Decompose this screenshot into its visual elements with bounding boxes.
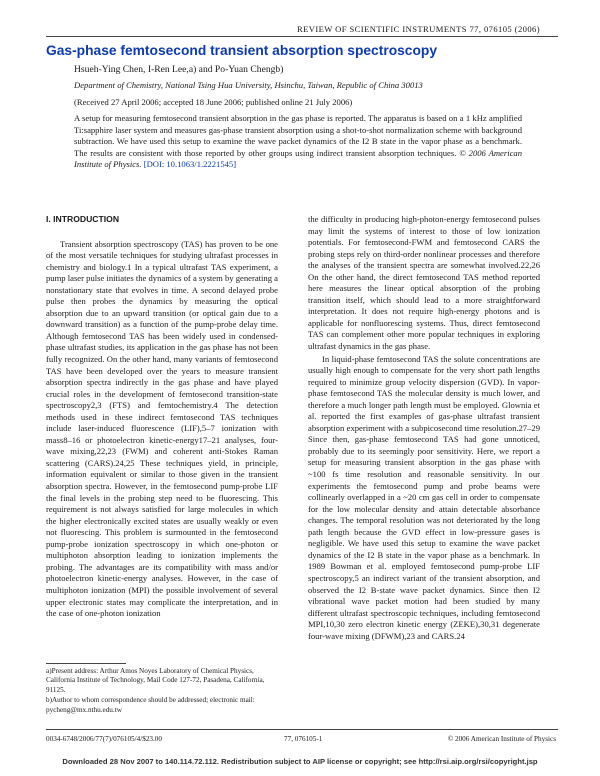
paragraph: In liquid-phase femtosecond TAS the solute concentrations are usually high enough to compensate for the very short path lengths required to minimize group velocity dispersion (GVD). In vapor-phase femtosecond TAS the molecular density is much lower, and therefore a much longer path length must be employed. Glownia et al. reported the first examples of gas-phase ultrafast transient absorption experiment with a subpicosecond time resolution.27–29 Since then, gas-phase femtosecond TAS had gone unnoticed, probably due to its seemingly poor sensitivity. Here, we report a setup for measuring transient absorption in the gas phase with ~100 fs time resolution and reasonable sensitivity. In our experiments the femtosecond pump and probe beams were collinearly overlapped in a ~20 cm gas cell in order to compensate for the low molecular density and attain detectable absorbance changes. The temporal resolution was not deteriorated by the long path length because the GVD effect in low-pressure gases is negligible. We have used this setup to examine the wave packet dynamics of the I2 B state in the vapor phase as a benchmark. In 1989 Bowman et al. employed femtosecond pump-probe LIF spectroscopy,5 an indirect variant of the transient absorption, and observed the I2 B-state wave packet dynamics. Since then I2 vibrational wave packet motion had been studied by many different ultrafast spectroscopic techniques, including femtosecond MPI,10,30 zero electron kinetic energy (ZEKE),30,31 degenerate four-wave mixing (DFWM),23 and CARS.24 [308, 353, 540, 641]
footnotes [46, 667, 278, 716]
article-title: Gas-phase femtosecond transient absorption spectroscopy [46, 43, 438, 58]
abstract-copyright: © 2006 American Institute of Physics. [74, 147, 522, 170]
abstract-text: A setup for measuring femtosecond transient absorption in the gas phase is reported. The apparatus is based on a 1 kHz amplified Ti:sapphire laser system and measures gas-phase transient absorption using a shot-to-shot normalization scheme with background subtraction. We have used this setup to examine the wave packet dynamics of the I2 B state in the vapor phase as a benchmark. The results are consistent with those reported by other groups using indirect transient absorption techniques. [74, 113, 522, 158]
author-affiliation: Department of Chemistry, National Tsing Hua University, Hsinchu, Taiwan, Republic of China 30013 [74, 80, 423, 90]
paragraph: the difficulty in producing high-photon-energy femtosecond pulses may limit the systems of interest to those of low ionization potentials. For femtosecond-FWM and femtosecond CARS the probing steps rely on third-order nonlinear processes and therefore the analyses of the transient spectra are somewhat involved.22,26 On the other hand, the direct femtosecond TAS method reported here measures the linear optical absorption of the probing transition itself, which should lead to a more straightforward interpretation. It does not require high-energy photons and is applicable for nonfluorescing systems. Thus, direct femtosecond TAS can complement other more popular techniques in exploring ultrafast dynamics in the gas phase. [308, 214, 540, 352]
paragraph: Transient absorption spectroscopy (TAS) has proven to be one of the most versatile techniques for studying ultrafast processes in chemistry and biology.1 In a typical ultrafast TAS experiment, a pump laser pulse initiates the dynamics of a system by generating a nonstationary state that evolves in time. A second delayed probe pulse then probes the dynamics by measuring the optical absorption due to an upward transition (or optical gain due to a downward transition) as a function of the pump-probe delay time. Although femtosecond TAS has been widely used in condensed-phase ultrafast studies, its application in the gas phase has not been fully recognized. On the other hand, many variants of femtosecond TAS have been developed over the years to measure transient absorption spectra indirectly in the gas phase and have played crucial roles in the development of femtosecond transition-state spectroscopy2,3 (FTS) and femtochemistry.4 The detection methods used in these indirect femtosecond TAS techniques include laser-induced fluorescence (LIF),5–7 ionization with mass8–16 or photoelectron kinetic-energy17–21 analyses, four-wave mixing,22,23 (FWM) and coherent anti-Stokes Raman scattering (CARS).24,25 These techniques yield, in principle, information equivalent or similar to those given in the transient absorption spectra. However, in the femtosecond pump-probe LIF the final levels in the probing step need to be fluorescing. This requirement is not always satisfied for large molecules in which the higher electronically excited states are usually weakly or even not fluorescing. This problem is surmounted in the femtosecond pump-probe ionization spectroscopy in which one-photon or multiphoton absorption leading to ionization implements the probing. The advantages are its compatibility with mass and/or photoelectron kinetic-energy analyses. However, in the case of multiphoton ionization (MPI) the possible involvement of several upper electronic states may complicate the interpretation, and in the case of one-photon ionization [46, 238, 278, 619]
download-notice: Downloaded 28 Nov 2007 to 140.114.72.112. Redistribution subject to AIP license or copyright; see http://rsi.aip.org/rsi/copyright.jsp [62, 757, 538, 766]
section-heading: I. INTRODUCTION [46, 214, 120, 224]
received-dates: (Received 27 April 2006; accepted 18 June 2006; published online 21 July 2006) [74, 97, 353, 107]
footer-issn: 0034-6748/2006/77(7)/076105/4/$23.00 [46, 735, 162, 743]
footnote: b)Author to whom correspondence should be addressed; electronic mail: pycheng@mx.nthu.edu.tw [46, 696, 255, 714]
left-column [46, 214, 278, 620]
footer-page: 77, 076105-1 [284, 735, 323, 743]
right-column [308, 214, 540, 642]
footer-copyright: © 2006 American Institute of Physics [447, 735, 556, 743]
footnote-rule [46, 663, 126, 664]
header-rule [46, 36, 558, 37]
journal-header: REVIEW OF SCIENTIFIC INSTRUMENTS 77, 076105 (2006) [296, 24, 540, 34]
author-list: Hsueh-Ying Chen, I-Ren Lee,a) and Po-Yuan Chengb) [74, 64, 284, 75]
footnote: a)Present address: Arthur Amos Noyes Laboratory of Chemical Physics, California Institute of Technology, Mail Code 127-72, Pasadena, California, 91125. [46, 667, 265, 694]
footer-rule [46, 729, 558, 730]
abstract [74, 113, 522, 171]
doi-link[interactable]: [DOI: 10.1063/1.2221545] [143, 159, 237, 170]
